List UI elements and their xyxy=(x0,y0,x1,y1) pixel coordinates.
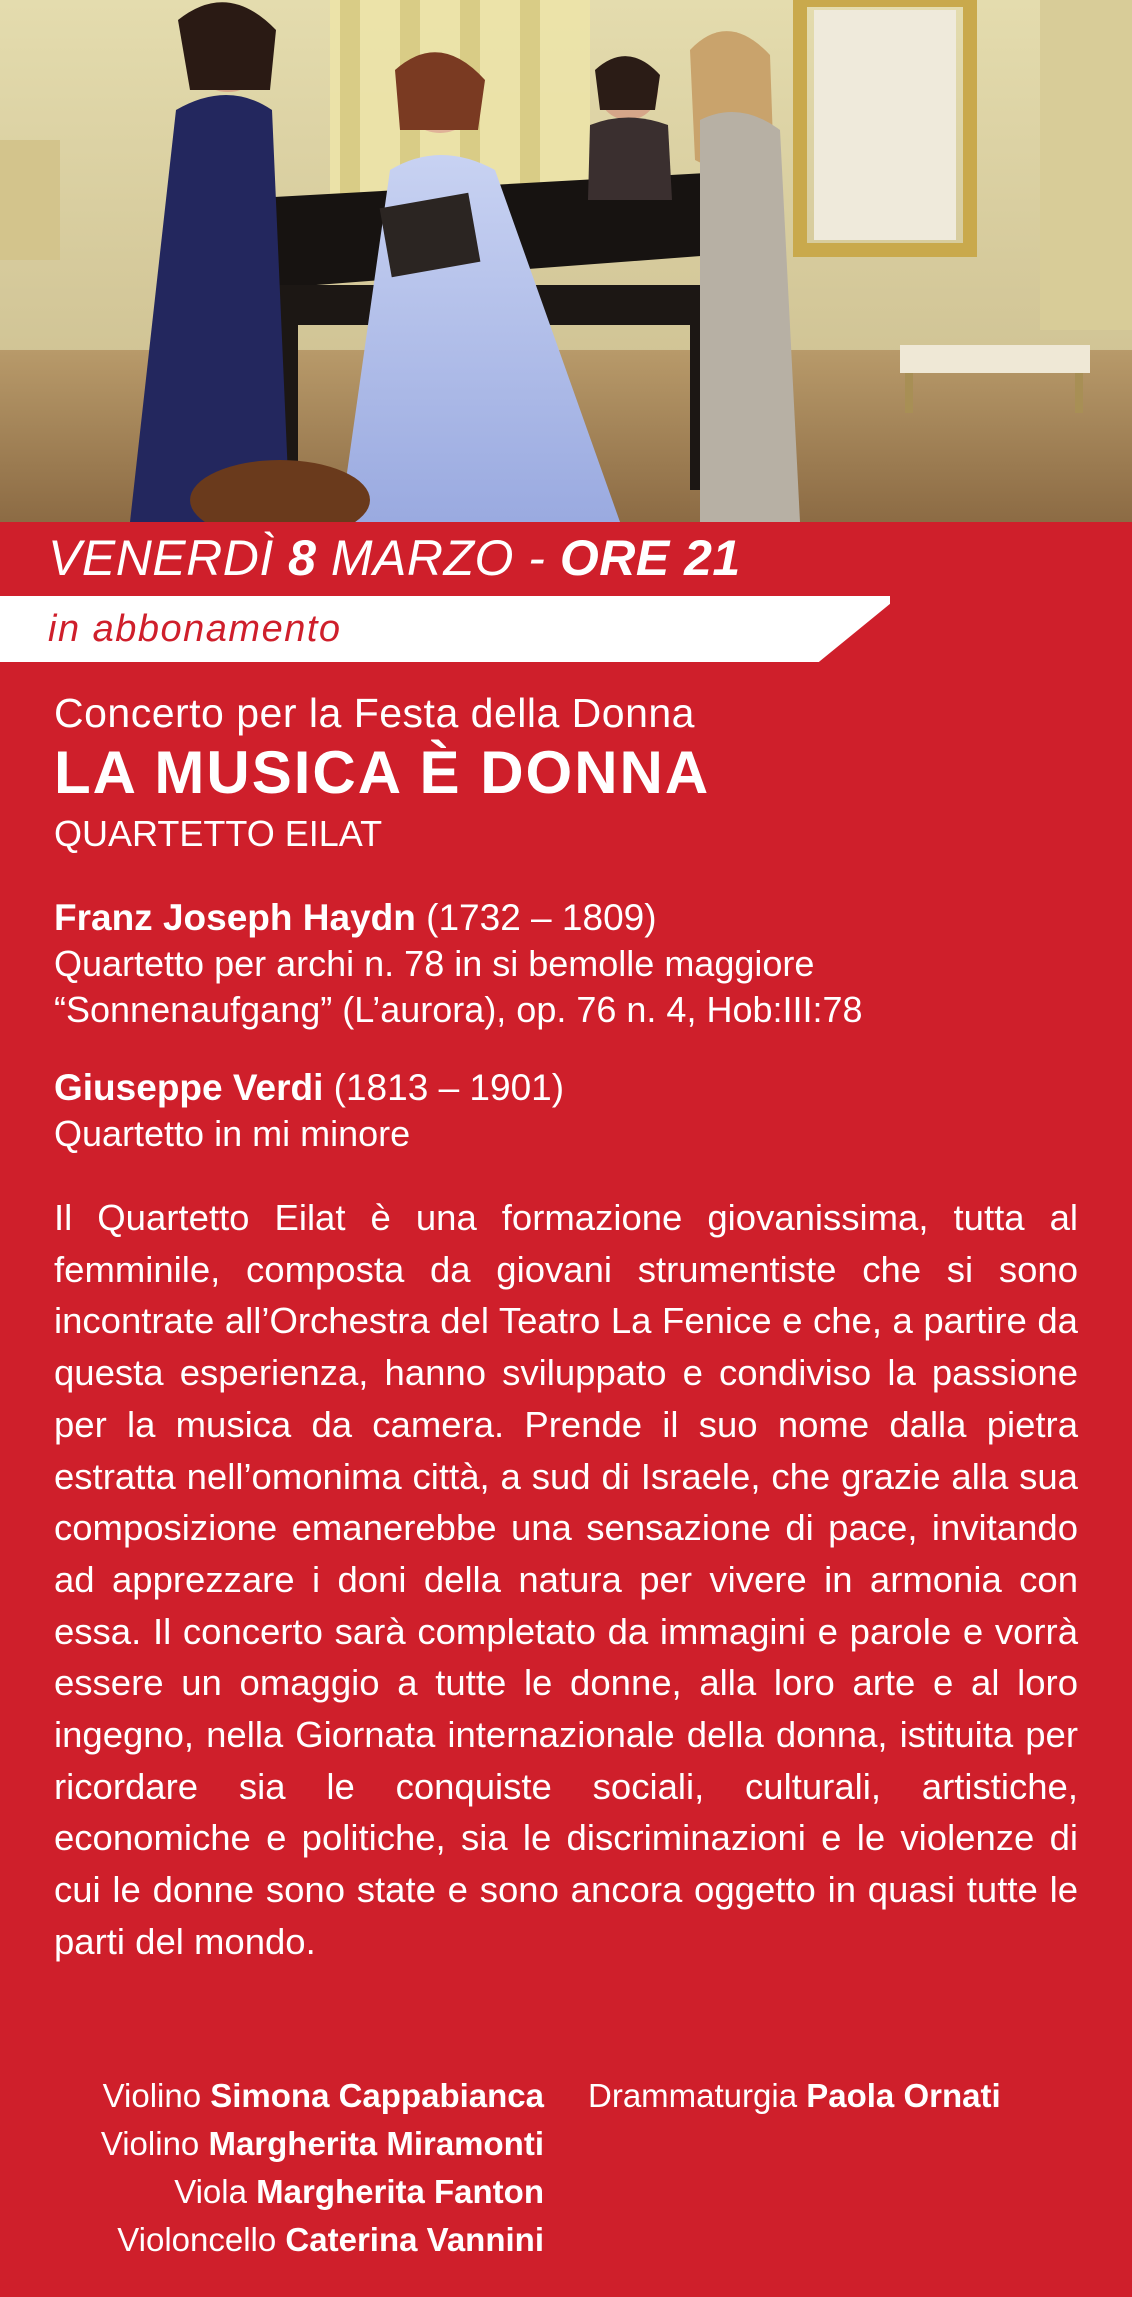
ensemble-name: QUARTETTO EILAT xyxy=(54,813,383,854)
dramaturgy xyxy=(588,2072,1001,2120)
performer-role: Violino xyxy=(102,2077,211,2114)
concert-subtitle: Concerto per la Festa della Donna xyxy=(54,690,695,736)
work-title: Quartetto per archi n. 78 in si bemolle maggiore xyxy=(54,943,815,984)
concert-title: LA MUSICA È DONNA xyxy=(54,739,711,806)
program-item xyxy=(54,894,1078,1033)
dramaturgy-name: Paola Ornati xyxy=(806,2077,1001,2114)
performer-name: Margherita Fanton xyxy=(256,2173,544,2210)
composer-name: Giuseppe Verdi xyxy=(54,1067,324,1108)
performer-role: Viola xyxy=(174,2173,257,2210)
subscription-label: in abbonamento xyxy=(48,608,342,650)
performer xyxy=(101,2216,544,2264)
concert-description: Il Quartetto Eilat è una formazione giovanissima, tutta al femminile, composta da giovani strumentiste che si sono incontrate all’Orchestra del Teatro La Fenice e che, a partire da questa esperienza, hanno sviluppato e condiviso la passione per la musica da camera. Prende il suo nome dalla pietra estratta nell’omonima città, a sud di Israele, che grazie alla sua composizione emanerebbe una sensazione di pace, invitando ad apprezzare i doni della natura per vivere in armonia con essa. Il concerto sarà completato da immagini e parole e vorrà essere un omaggio a tutte le donne, alla loro arte e al loro ingegno, nella Giornata internazionale della donna, istituita per ricordare sia le conquiste sociali, culturali, artistiche, economiche e politiche, sia le discriminazioni e le violenze di cui le donne sono state e sono ancora oggetto in quasi tutte le parti del mondo. xyxy=(54,1197,1078,1962)
date-month: MARZO - xyxy=(316,530,560,586)
composer-line xyxy=(54,1064,1078,1111)
date-day: 8 xyxy=(288,530,317,586)
event-date xyxy=(48,530,741,586)
work-title: Quartetto in mi minore xyxy=(54,1113,411,1154)
performer-name: Simona Cappabianca xyxy=(210,2077,544,2114)
dramaturgy-credit xyxy=(588,2072,1001,2120)
event-time: ORE 21 xyxy=(559,530,741,586)
performer xyxy=(101,2072,544,2120)
work-title-line2: “Sonnenaufgang” (L’aurora), op. 76 n. 4, Hob:III:78 xyxy=(54,989,863,1030)
performer xyxy=(101,2120,544,2168)
performer-role: Violino xyxy=(100,2125,209,2162)
performer-name: Caterina Vannini xyxy=(285,2221,544,2258)
quartet-photo-illustration xyxy=(0,0,1132,522)
dramaturgy-role: Drammaturgia xyxy=(588,2077,807,2114)
date-weekday: VENERDÌ xyxy=(48,530,289,586)
performer-name: Margherita Miramonti xyxy=(208,2125,544,2162)
performer xyxy=(101,2168,544,2216)
quartet-photo xyxy=(0,0,1132,522)
composer-dates: (1732 – 1809) xyxy=(415,897,657,938)
performers-list xyxy=(101,2072,544,2264)
composer-line xyxy=(54,894,1078,941)
composer-dates: (1813 – 1901) xyxy=(323,1067,565,1108)
performer-role: Violoncello xyxy=(117,2221,286,2258)
composer-name: Franz Joseph Haydn xyxy=(54,897,416,938)
program-item xyxy=(54,1064,1078,1157)
